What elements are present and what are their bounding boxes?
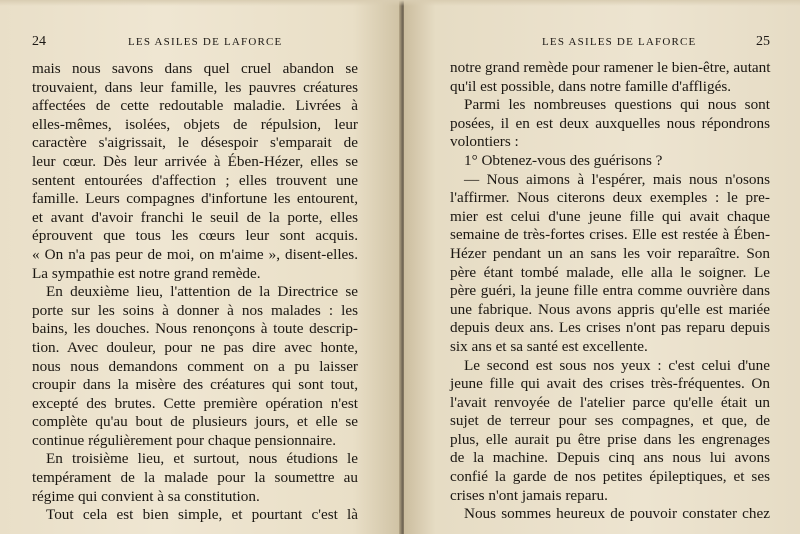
text-line: une fabrique. Nous avons appris qu'elle est mariée bbox=[450, 300, 770, 318]
text-line: père guéri, la jeune fille entra comme ouvrière dans bbox=[450, 282, 770, 300]
text-line: « On n'a pas peur de moi, on m'aime », disent-elles. bbox=[32, 245, 358, 263]
right-page-header bbox=[446, 34, 770, 50]
text-line: bains, les douches. Nous renonçons à toute descrip- bbox=[32, 320, 358, 338]
text-line: sentent entourées d'affection ; elles trouvent une bbox=[32, 171, 358, 189]
page-number: 24 bbox=[32, 34, 46, 49]
text-line: continue régulièrement pour chaque pensionnaire. bbox=[32, 431, 337, 449]
text-line: l'avait renvoyée de l'atelier parce qu'elle était un bbox=[450, 393, 770, 411]
text-line: famille. Leurs compagnes d'infortune les entourent, bbox=[32, 190, 358, 208]
text-line: porte sur les soins à donner à nos malades : les bbox=[32, 301, 358, 319]
text-line: Parmi les nombreuses questions qui nous sont bbox=[464, 96, 770, 114]
text-line: affectées de cette redoutable maladie. Livrées à bbox=[32, 97, 358, 115]
text-line: depuis deux ans. Les crises n'ont pas reparu depuis bbox=[450, 319, 770, 337]
text-line: trouvaient, dans leur famille, les pauvres créatures bbox=[32, 78, 358, 96]
text-line: sujet de terreur pour ses compagnes, et que, de bbox=[450, 412, 770, 430]
page-number: 25 bbox=[756, 34, 770, 49]
text-line: semaine de très-fortes crises. Elle est restée à Ében- bbox=[450, 226, 770, 244]
text-line: six ans et sa santé est excellente. bbox=[450, 337, 648, 355]
text-line: caractère s'aigrissait, le désespoir s'emparait de bbox=[32, 134, 358, 152]
text-line: complète qu'au bout de plusieurs jours, et elle se bbox=[32, 413, 358, 431]
text-line: mais nous savons dans quel cruel abandon se bbox=[32, 60, 358, 77]
text-line: éprouvent que tous les cœurs leur sont acquis. bbox=[32, 227, 358, 245]
text-line: jeune fille qui avait des crises très-fréquentes. On bbox=[450, 375, 770, 393]
running-head: LES ASILES DE LAFORCE bbox=[128, 36, 283, 48]
text-line: confié la garde de nos petites épileptiques, et ses bbox=[450, 468, 770, 486]
right-page-body bbox=[450, 59, 770, 524]
text-line: Nous sommes heureux de pouvoir constater chez bbox=[464, 505, 770, 523]
text-line: Tout cela est bien simple, et pourtant c'est là bbox=[46, 506, 358, 524]
left-page-body bbox=[32, 60, 358, 525]
text-line: nous nous demandons comment on a pu laisser bbox=[32, 357, 358, 375]
text-line: 1° Obtenez-vous des guérisons ? bbox=[464, 151, 663, 169]
text-line: mier est celui d'une jeune fille qui avait chaque bbox=[450, 207, 770, 225]
text-line: En troisième lieu, et surtout, nous étudions le bbox=[46, 450, 358, 468]
text-line: plus, elle aurait pu être prise dans les engrenages bbox=[450, 430, 770, 448]
text-line: père étant tombé malade, elle alla le soigner. Le bbox=[450, 263, 770, 281]
text-line: elles-mêmes, isolées, objets de répulsion, leur bbox=[32, 115, 358, 133]
text-line: notre grand remède pour ramener le bien-être, autant bbox=[450, 59, 771, 76]
left-page-header bbox=[32, 34, 361, 50]
text-line: excepté des brutes. Cette première opération n'est bbox=[32, 394, 358, 412]
text-line: Hézer pendant un an sans les voir reparaître. Son bbox=[450, 244, 770, 262]
text-line: leur cœur. Dès leur arrivée à Ében-Hézer, elles se bbox=[32, 152, 358, 170]
text-line: crises n'ont jamais reparu. bbox=[450, 486, 608, 504]
text-line: tion. Avec douleur, pour ne pas dire avec honte, bbox=[32, 338, 358, 356]
text-line: En deuxième lieu, l'attention de la Directrice se bbox=[46, 283, 358, 301]
running-head: LES ASILES DE LAFORCE bbox=[542, 36, 697, 48]
text-line: de la machine. Depuis cinq ans nous lui avons bbox=[450, 449, 770, 467]
text-line: volontiers : bbox=[450, 133, 519, 151]
text-line: l'affirmer. Nous citerons deux exemples : le pre- bbox=[450, 189, 770, 207]
text-line: — Nous aimons à l'espérer, mais nous n'osons bbox=[464, 170, 770, 188]
text-line: et avant d'avoir franchi le seuil de la porte, elles bbox=[32, 208, 358, 226]
text-line: croupir dans la misère des créatures qui sont tout, bbox=[32, 376, 358, 394]
text-line: posées, il en est deux auxquelles nous répondrons bbox=[450, 114, 770, 132]
page-top-shadow bbox=[0, 0, 800, 6]
text-line: Le second est sous nos yeux : c'est celui d'une bbox=[464, 356, 770, 374]
text-line: La sympathie est notre grand remède. bbox=[32, 264, 261, 282]
text-line: régime qui convient à sa constitution. bbox=[32, 487, 260, 505]
right-page bbox=[404, 0, 800, 534]
text-line: tempérament de la malade pour la soumettre au bbox=[32, 469, 358, 487]
text-line: qu'il est possible, dans notre famille d'affligés. bbox=[450, 77, 732, 95]
